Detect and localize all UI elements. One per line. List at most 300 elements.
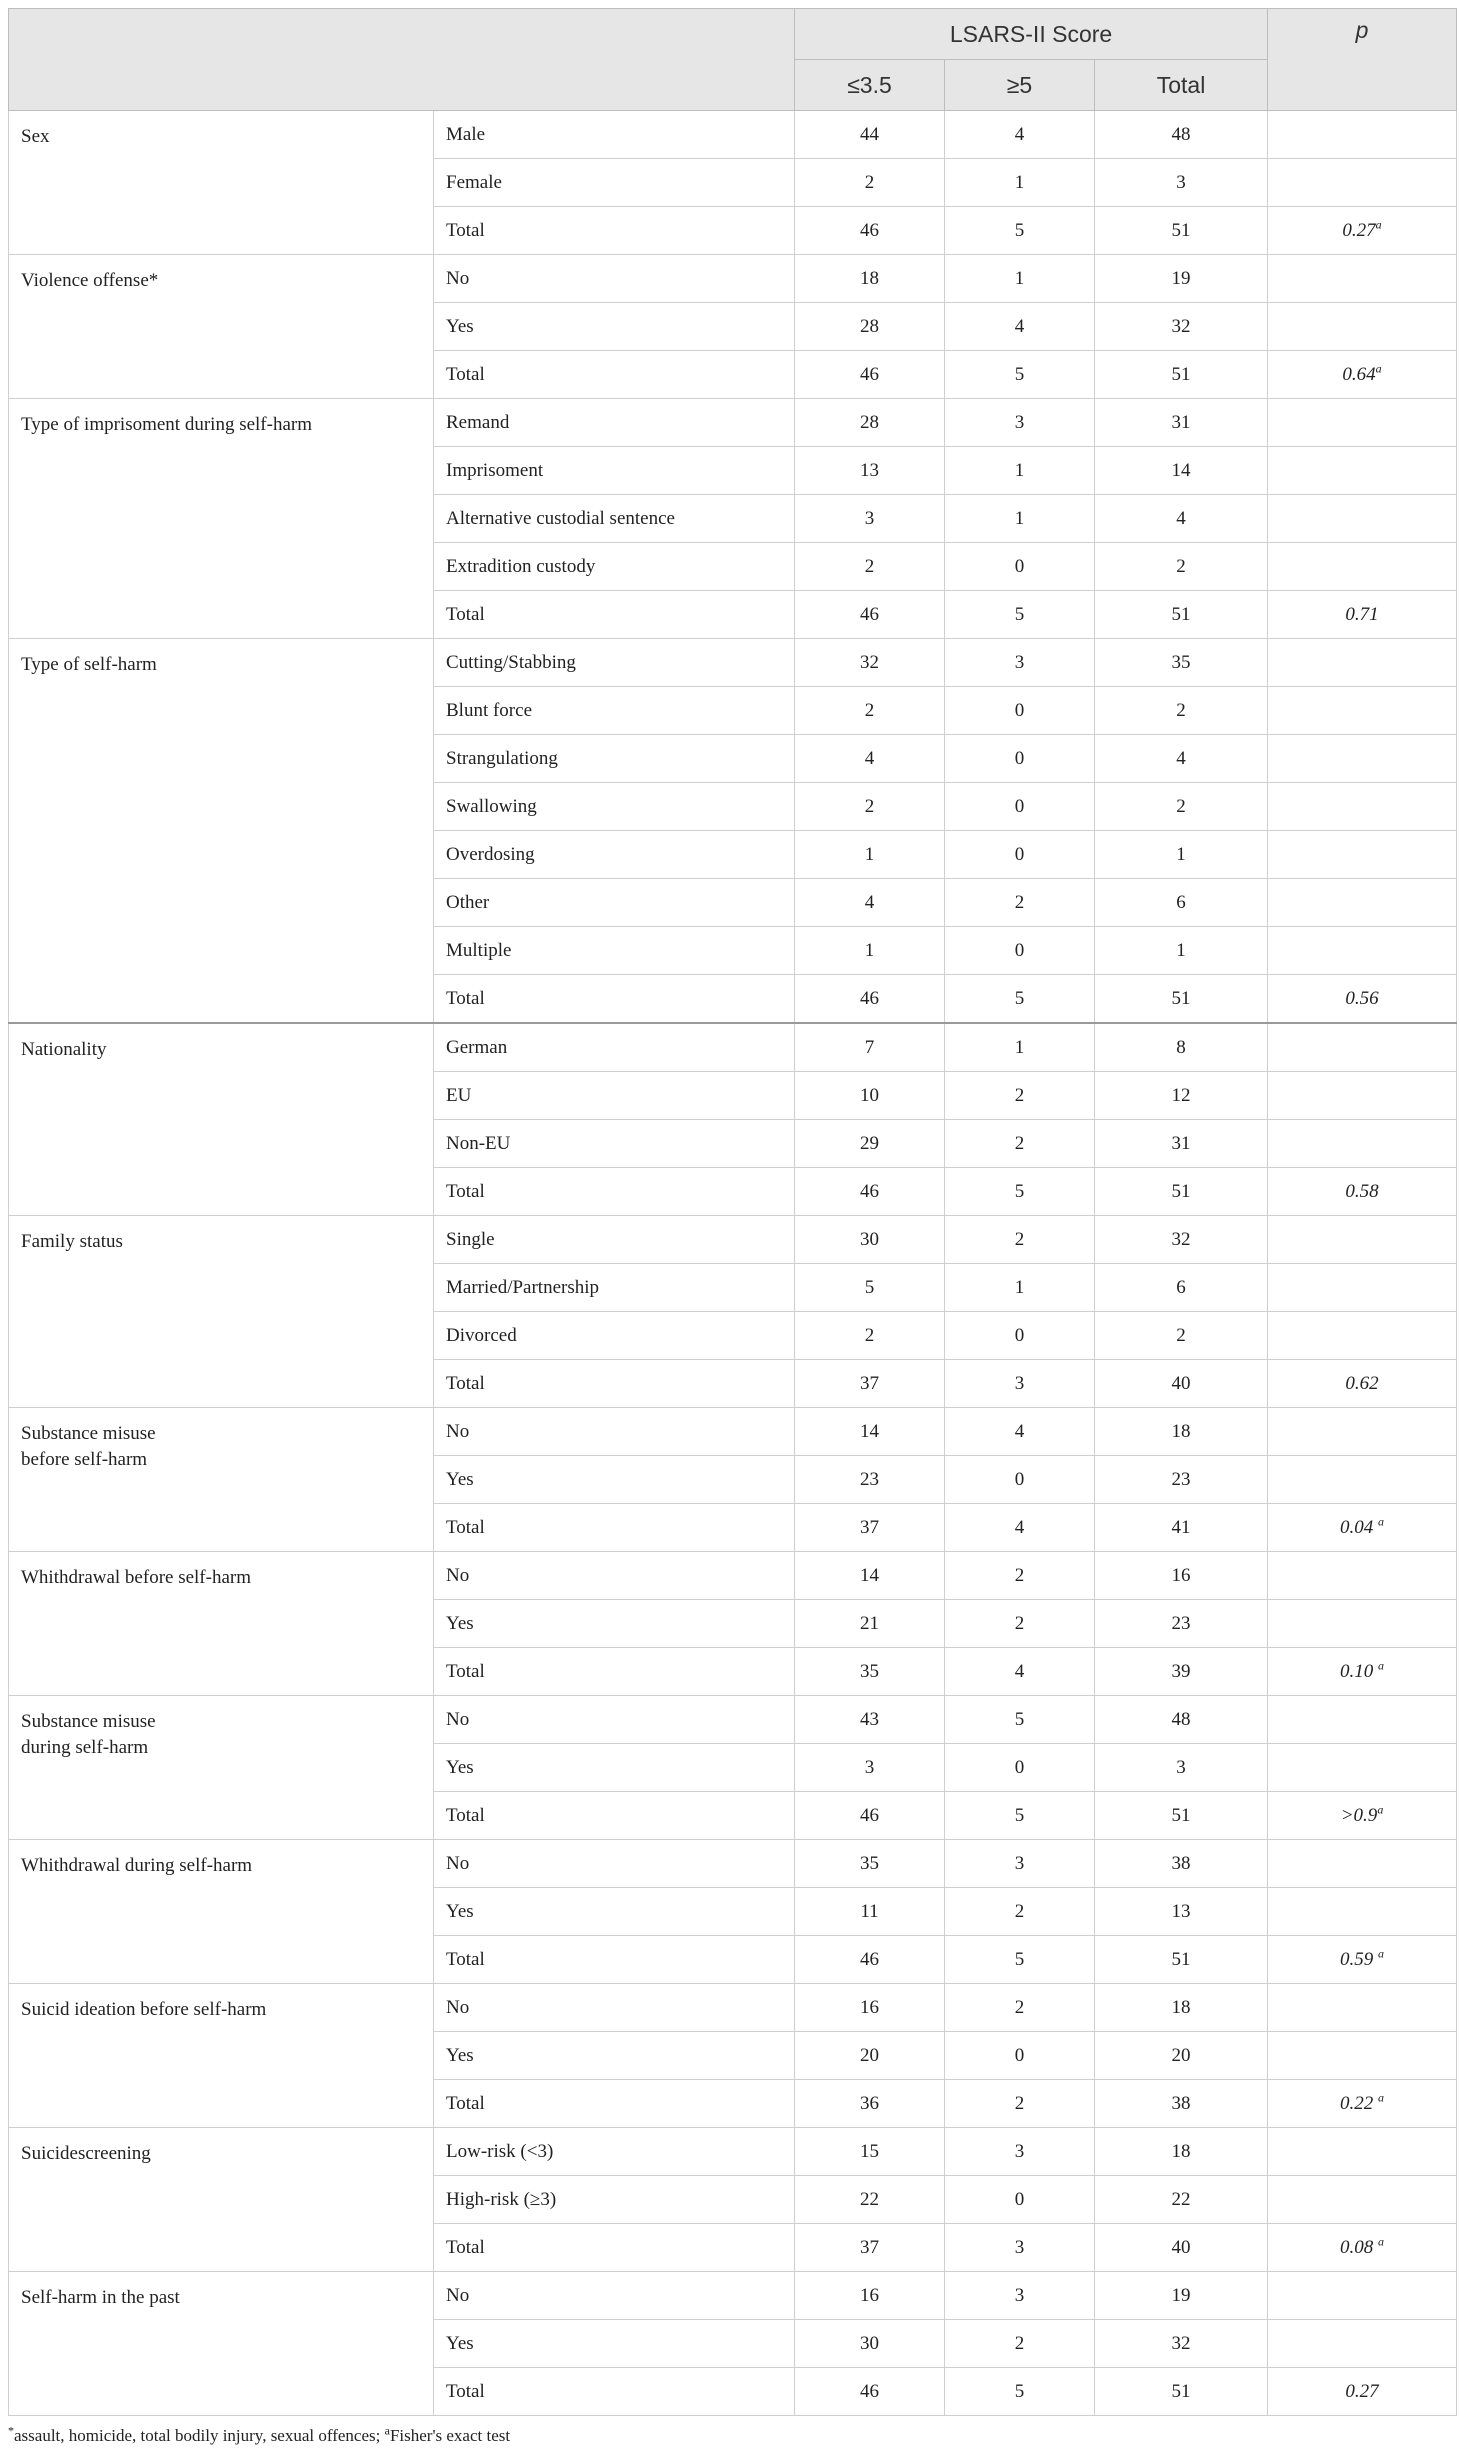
p-value: 0.64: [1342, 363, 1376, 385]
p-value: 0.71: [1345, 603, 1379, 625]
count-low-cell: 44: [795, 111, 945, 159]
count-high-cell: 1: [945, 447, 1095, 495]
header-score-label: LSARS-II Score: [795, 9, 1268, 60]
category-cell: Cutting/Stabbing: [434, 639, 795, 687]
count-high-cell: 5: [945, 207, 1095, 255]
count-low-cell: 7: [795, 1023, 945, 1072]
count-high-cell: 0: [945, 1312, 1095, 1360]
count-high-cell: 2: [945, 1888, 1095, 1936]
p-value-cell: [1268, 2368, 1457, 2416]
count-total-cell: 2: [1095, 783, 1268, 831]
p-value: 0.10: [1340, 1660, 1379, 1682]
count-low-cell: 46: [795, 2368, 945, 2416]
category-cell: High-risk (≥3): [434, 2176, 795, 2224]
count-high-cell: 2: [945, 2320, 1095, 2368]
count-low-cell: 30: [795, 2320, 945, 2368]
count-total-cell: 39: [1095, 1648, 1268, 1696]
category-cell: Total: [434, 1792, 795, 1840]
count-total-cell: 40: [1095, 1360, 1268, 1408]
p-value-cell: [1268, 1840, 1457, 1888]
count-low-cell: 16: [795, 1984, 945, 2032]
category-cell: Yes: [434, 2032, 795, 2080]
count-total-cell: 2: [1095, 687, 1268, 735]
count-low-cell: 35: [795, 1840, 945, 1888]
variable-label: Self-harm in the past: [21, 2287, 180, 2308]
category-cell: Extradition custody: [434, 543, 795, 591]
p-value-cell: [1268, 1168, 1457, 1216]
count-total-cell: 1: [1095, 927, 1268, 975]
count-high-cell: 5: [945, 351, 1095, 399]
p-value-superscript: a: [1378, 2090, 1385, 2105]
footnote-star-mark: *: [8, 2423, 14, 2438]
count-high-cell: 0: [945, 1744, 1095, 1792]
count-high-cell: 2: [945, 1120, 1095, 1168]
count-high-cell: 0: [945, 735, 1095, 783]
count-total-cell: 18: [1095, 2128, 1268, 2176]
count-low-cell: 5: [795, 1264, 945, 1312]
footnote-a-mark: a: [384, 2423, 390, 2438]
count-total-cell: 13: [1095, 1888, 1268, 1936]
count-high-cell: 2: [945, 1072, 1095, 1120]
p-value-cell: [1268, 1600, 1457, 1648]
count-total-cell: 2: [1095, 543, 1268, 591]
count-high-cell: 5: [945, 1696, 1095, 1744]
count-high-cell: 1: [945, 1023, 1095, 1072]
count-low-cell: 10: [795, 1072, 945, 1120]
category-cell: Total: [434, 351, 795, 399]
count-low-cell: 14: [795, 1552, 945, 1600]
category-cell: Low-risk (<3): [434, 2128, 795, 2176]
p-value-cell: [1268, 399, 1457, 447]
count-total-cell: 51: [1095, 351, 1268, 399]
count-total-cell: 12: [1095, 1072, 1268, 1120]
category-cell: Single: [434, 1216, 795, 1264]
category-cell: Yes: [434, 1888, 795, 1936]
header-p-label: p: [1268, 9, 1457, 111]
count-low-cell: 37: [795, 1504, 945, 1552]
table-row: [9, 2272, 1457, 2320]
table-row: [9, 1552, 1457, 1600]
count-high-cell: 4: [945, 1408, 1095, 1456]
category-cell: Yes: [434, 1600, 795, 1648]
header-blank-cell: [9, 9, 795, 111]
count-total-cell: 51: [1095, 1168, 1268, 1216]
p-value: 0.22: [1340, 2092, 1379, 2114]
p-value-cell: [1268, 2320, 1457, 2368]
p-value-cell: [1268, 351, 1457, 399]
variable-cell: [9, 1840, 434, 1984]
lsars-results-table: [8, 8, 1457, 2416]
variable-label: Family status: [21, 1231, 123, 1252]
variable-cell: [9, 1023, 434, 1216]
category-cell: Yes: [434, 1744, 795, 1792]
count-total-cell: 6: [1095, 1264, 1268, 1312]
count-low-cell: 2: [795, 543, 945, 591]
count-low-cell: 46: [795, 1168, 945, 1216]
count-low-cell: 46: [795, 351, 945, 399]
count-total-cell: 40: [1095, 2224, 1268, 2272]
variable-label: Whithdrawal during self-harm: [21, 1855, 253, 1876]
p-value-cell: [1268, 255, 1457, 303]
p-value-cell: [1268, 1360, 1457, 1408]
category-cell: Total: [434, 1936, 795, 1984]
count-total-cell: 19: [1095, 255, 1268, 303]
p-value-cell: [1268, 687, 1457, 735]
category-cell: Total: [434, 1360, 795, 1408]
category-cell: Female: [434, 159, 795, 207]
p-value-cell: [1268, 2080, 1457, 2128]
category-cell: Overdosing: [434, 831, 795, 879]
count-high-cell: 5: [945, 1936, 1095, 1984]
p-value-cell: [1268, 927, 1457, 975]
count-total-cell: 31: [1095, 1120, 1268, 1168]
count-total-cell: 23: [1095, 1600, 1268, 1648]
category-cell: No: [434, 255, 795, 303]
variable-cell: [9, 1696, 434, 1840]
p-value-superscript: a: [1378, 2234, 1385, 2249]
count-high-cell: 2: [945, 1216, 1095, 1264]
count-total-cell: 32: [1095, 1216, 1268, 1264]
p-value-cell: [1268, 831, 1457, 879]
p-value: 0.56: [1345, 987, 1379, 1009]
count-high-cell: 0: [945, 1456, 1095, 1504]
p-value-superscript: a: [1375, 361, 1382, 376]
count-high-cell: 0: [945, 783, 1095, 831]
variable-cell: [9, 1216, 434, 1408]
count-high-cell: 5: [945, 591, 1095, 639]
category-cell: Total: [434, 2224, 795, 2272]
table-row: [9, 639, 1457, 687]
p-value-cell: [1268, 1744, 1457, 1792]
category-cell: Yes: [434, 303, 795, 351]
count-low-cell: 2: [795, 687, 945, 735]
category-cell: EU: [434, 1072, 795, 1120]
p-value-cell: [1268, 1023, 1457, 1072]
table-row: [9, 111, 1457, 159]
variable-label: Suicid ideation before self-harm: [21, 1999, 267, 2020]
count-total-cell: 48: [1095, 1696, 1268, 1744]
count-high-cell: 5: [945, 2368, 1095, 2416]
category-cell: Male: [434, 111, 795, 159]
count-low-cell: 28: [795, 303, 945, 351]
p-value-cell: [1268, 639, 1457, 687]
p-value-cell: [1268, 1504, 1457, 1552]
count-low-cell: 20: [795, 2032, 945, 2080]
count-low-cell: 46: [795, 591, 945, 639]
p-value: >0.9: [1340, 1804, 1378, 1826]
count-high-cell: 5: [945, 1168, 1095, 1216]
category-cell: Total: [434, 1648, 795, 1696]
count-low-cell: 18: [795, 255, 945, 303]
variable-label: during self-harm: [21, 1737, 149, 1758]
p-value-cell: [1268, 2176, 1457, 2224]
category-cell: Divorced: [434, 1312, 795, 1360]
p-value-cell: [1268, 2032, 1457, 2080]
category-cell: Blunt force: [434, 687, 795, 735]
count-high-cell: 3: [945, 399, 1095, 447]
p-value-cell: [1268, 1120, 1457, 1168]
count-low-cell: 16: [795, 2272, 945, 2320]
count-high-cell: 3: [945, 2224, 1095, 2272]
count-total-cell: 32: [1095, 303, 1268, 351]
p-value-cell: [1268, 2224, 1457, 2272]
category-cell: Total: [434, 2368, 795, 2416]
p-value-cell: [1268, 975, 1457, 1024]
count-total-cell: 38: [1095, 2080, 1268, 2128]
header-row-1: [9, 9, 1457, 60]
category-cell: Non-EU: [434, 1120, 795, 1168]
table-row: [9, 1216, 1457, 1264]
p-value: 0.27: [1345, 2380, 1379, 2402]
p-value: 0.58: [1345, 1180, 1379, 1202]
variable-label: Type of self-harm: [21, 654, 157, 675]
p-value-cell: [1268, 1984, 1457, 2032]
count-low-cell: 37: [795, 2224, 945, 2272]
p-value-cell: [1268, 207, 1457, 255]
table-body: [9, 111, 1457, 2416]
count-high-cell: 2: [945, 1552, 1095, 1600]
count-low-cell: 22: [795, 2176, 945, 2224]
p-value-cell: [1268, 543, 1457, 591]
count-high-cell: 2: [945, 2080, 1095, 2128]
count-high-cell: 0: [945, 543, 1095, 591]
variable-label: Violence offense*: [21, 270, 159, 291]
count-low-cell: 37: [795, 1360, 945, 1408]
p-value-cell: [1268, 1312, 1457, 1360]
count-low-cell: 13: [795, 447, 945, 495]
count-total-cell: 51: [1095, 2368, 1268, 2416]
p-value-cell: [1268, 159, 1457, 207]
category-cell: Swallowing: [434, 783, 795, 831]
footnote-star-text: assault, homicide, total bodily injury, sexual offences;: [14, 2426, 385, 2445]
category-cell: No: [434, 1984, 795, 2032]
p-value-cell: [1268, 1696, 1457, 1744]
variable-label: Substance misuse: [21, 1711, 156, 1732]
count-high-cell: 1: [945, 255, 1095, 303]
count-low-cell: 23: [795, 1456, 945, 1504]
p-value-cell: [1268, 1648, 1457, 1696]
count-total-cell: 51: [1095, 591, 1268, 639]
count-low-cell: 46: [795, 207, 945, 255]
category-cell: No: [434, 2272, 795, 2320]
count-total-cell: 20: [1095, 2032, 1268, 2080]
p-value-cell: [1268, 1456, 1457, 1504]
count-low-cell: 30: [795, 1216, 945, 1264]
p-value-cell: [1268, 495, 1457, 543]
count-low-cell: 1: [795, 831, 945, 879]
count-high-cell: 2: [945, 1984, 1095, 2032]
count-low-cell: 4: [795, 879, 945, 927]
count-total-cell: 51: [1095, 975, 1268, 1024]
p-value-cell: [1268, 1072, 1457, 1120]
count-low-cell: 15: [795, 2128, 945, 2176]
p-value-cell: [1268, 1408, 1457, 1456]
count-low-cell: 14: [795, 1408, 945, 1456]
count-total-cell: 2: [1095, 1312, 1268, 1360]
variable-label: Nationality: [21, 1039, 107, 1060]
category-cell: No: [434, 1408, 795, 1456]
count-high-cell: 3: [945, 1360, 1095, 1408]
p-value-superscript: a: [1377, 1802, 1384, 1817]
count-low-cell: 35: [795, 1648, 945, 1696]
count-high-cell: 0: [945, 687, 1095, 735]
count-total-cell: 32: [1095, 2320, 1268, 2368]
count-low-cell: 43: [795, 1696, 945, 1744]
count-low-cell: 28: [795, 399, 945, 447]
variable-cell: [9, 2128, 434, 2272]
p-value-cell: [1268, 2272, 1457, 2320]
p-value-superscript: a: [1378, 1946, 1385, 1961]
count-low-cell: 4: [795, 735, 945, 783]
p-value-cell: [1268, 1936, 1457, 1984]
variable-cell: [9, 639, 434, 1024]
p-value-cell: [1268, 1888, 1457, 1936]
table-row: [9, 1408, 1457, 1456]
p-value-cell: [1268, 2128, 1457, 2176]
table-row: [9, 255, 1457, 303]
count-high-cell: 4: [945, 111, 1095, 159]
count-high-cell: 3: [945, 639, 1095, 687]
count-total-cell: 14: [1095, 447, 1268, 495]
category-cell: No: [434, 1696, 795, 1744]
count-high-cell: 2: [945, 1600, 1095, 1648]
count-low-cell: 46: [795, 1792, 945, 1840]
category-cell: Other: [434, 879, 795, 927]
count-low-cell: 21: [795, 1600, 945, 1648]
p-value: 0.27: [1342, 219, 1376, 241]
count-high-cell: 3: [945, 1840, 1095, 1888]
variable-cell: [9, 1552, 434, 1696]
category-cell: German: [434, 1023, 795, 1072]
variable-label: before self-harm: [21, 1449, 148, 1470]
p-value-superscript: a: [1378, 1658, 1385, 1673]
category-cell: Total: [434, 207, 795, 255]
count-high-cell: 5: [945, 975, 1095, 1024]
count-low-cell: 36: [795, 2080, 945, 2128]
count-high-cell: 1: [945, 495, 1095, 543]
count-total-cell: 23: [1095, 1456, 1268, 1504]
category-cell: Total: [434, 975, 795, 1024]
count-high-cell: 0: [945, 831, 1095, 879]
table-row: [9, 1023, 1457, 1072]
category-cell: Alternative custodial sentence: [434, 495, 795, 543]
p-value-cell: [1268, 1552, 1457, 1600]
count-total-cell: 1: [1095, 831, 1268, 879]
p-value-cell: [1268, 879, 1457, 927]
table-row: [9, 1984, 1457, 2032]
count-total-cell: 41: [1095, 1504, 1268, 1552]
count-high-cell: 2: [945, 879, 1095, 927]
count-high-cell: 5: [945, 1792, 1095, 1840]
p-value: 0.04: [1340, 1516, 1379, 1538]
count-total-cell: 19: [1095, 2272, 1268, 2320]
count-total-cell: 22: [1095, 2176, 1268, 2224]
p-value: 0.08: [1340, 2236, 1379, 2258]
category-cell: Strangulationg: [434, 735, 795, 783]
p-value-cell: [1268, 303, 1457, 351]
count-high-cell: 3: [945, 2128, 1095, 2176]
count-total-cell: 4: [1095, 495, 1268, 543]
count-low-cell: 2: [795, 159, 945, 207]
header-col-low: ≤3.5: [795, 60, 945, 111]
category-cell: Yes: [434, 1456, 795, 1504]
variable-cell: [9, 255, 434, 399]
p-value-cell: [1268, 111, 1457, 159]
category-cell: Total: [434, 591, 795, 639]
count-low-cell: 3: [795, 495, 945, 543]
category-cell: Remand: [434, 399, 795, 447]
count-low-cell: 29: [795, 1120, 945, 1168]
p-value: 0.62: [1345, 1372, 1379, 1394]
p-value-cell: [1268, 447, 1457, 495]
p-value-cell: [1268, 735, 1457, 783]
count-total-cell: 51: [1095, 207, 1268, 255]
count-total-cell: 16: [1095, 1552, 1268, 1600]
count-total-cell: 51: [1095, 1936, 1268, 1984]
count-total-cell: 51: [1095, 1792, 1268, 1840]
category-cell: No: [434, 1840, 795, 1888]
count-total-cell: 35: [1095, 639, 1268, 687]
count-total-cell: 3: [1095, 159, 1268, 207]
table-header: [9, 9, 1457, 111]
variable-label: Substance misuse: [21, 1423, 156, 1444]
count-total-cell: 48: [1095, 111, 1268, 159]
count-low-cell: 2: [795, 1312, 945, 1360]
count-high-cell: 0: [945, 927, 1095, 975]
table-row: [9, 2128, 1457, 2176]
count-low-cell: 11: [795, 1888, 945, 1936]
variable-label: Suicidescreening: [21, 2143, 151, 2164]
category-cell: Total: [434, 1504, 795, 1552]
count-high-cell: 4: [945, 303, 1095, 351]
variable-cell: [9, 2272, 434, 2416]
count-total-cell: 8: [1095, 1023, 1268, 1072]
category-cell: Imprisoment: [434, 447, 795, 495]
variable-cell: [9, 1984, 434, 2128]
count-total-cell: 31: [1095, 399, 1268, 447]
p-value: 0.59: [1340, 1948, 1379, 1970]
count-low-cell: 3: [795, 1744, 945, 1792]
count-high-cell: 1: [945, 1264, 1095, 1312]
table-row: [9, 1696, 1457, 1744]
category-cell: Total: [434, 1168, 795, 1216]
category-cell: Multiple: [434, 927, 795, 975]
table-footnote: [8, 2423, 511, 2446]
variable-label: Whithdrawal before self-harm: [21, 1567, 252, 1588]
count-total-cell: 6: [1095, 879, 1268, 927]
count-total-cell: 18: [1095, 1984, 1268, 2032]
p-value-cell: [1268, 783, 1457, 831]
variable-cell: [9, 399, 434, 639]
variable-label: Sex: [21, 126, 50, 147]
count-high-cell: 0: [945, 2032, 1095, 2080]
category-cell: Yes: [434, 2320, 795, 2368]
count-total-cell: 4: [1095, 735, 1268, 783]
category-cell: Total: [434, 2080, 795, 2128]
count-low-cell: 2: [795, 783, 945, 831]
variable-label: Type of imprisoment during self-harm: [21, 414, 312, 435]
p-value-cell: [1268, 1792, 1457, 1840]
p-value-cell: [1268, 591, 1457, 639]
p-value-cell: [1268, 1216, 1457, 1264]
count-low-cell: 32: [795, 639, 945, 687]
count-total-cell: 38: [1095, 1840, 1268, 1888]
count-high-cell: 3: [945, 2272, 1095, 2320]
footnote-a-text: Fisher's exact test: [389, 2426, 511, 2445]
category-cell: No: [434, 1552, 795, 1600]
count-low-cell: 46: [795, 1936, 945, 1984]
variable-cell: [9, 111, 434, 255]
